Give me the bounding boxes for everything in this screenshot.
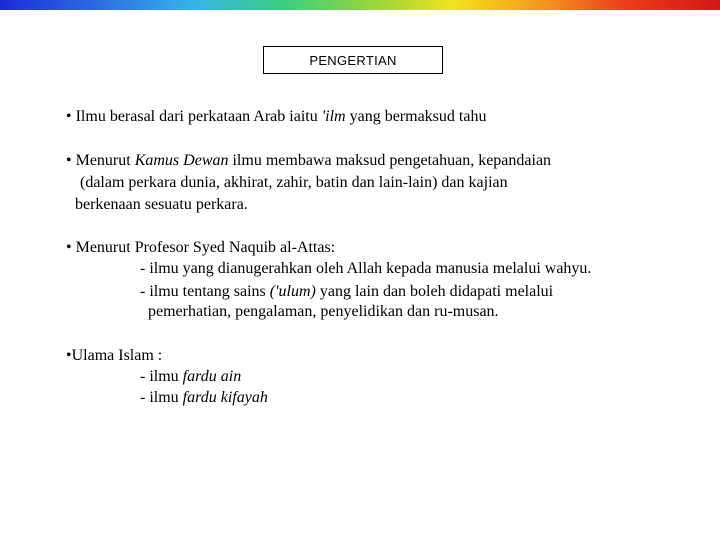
arabic-term: 'ilm: [321, 108, 346, 125]
ulama-item-pre: - ilmu: [140, 389, 183, 406]
top-gradient-bar: [0, 0, 720, 10]
ulum-term: ('ulum): [269, 283, 316, 300]
kamus-dewan-line-3: berkenaan sesuatu perkara.: [75, 196, 248, 213]
naquib-heading: • Menurut Profesor Syed Naquib al-Attas:: [66, 239, 336, 256]
fardu-ain-term: fardu ain: [182, 368, 242, 385]
fardu-kifayah-term: fardu kifayah: [182, 389, 268, 406]
definition-text-post: yang bermaksud tahu: [345, 108, 487, 125]
kamus-text-pre: • Menurut: [66, 152, 135, 169]
ulama-heading: •Ulama Islam :: [66, 347, 163, 364]
naquib-item-sciences: [140, 282, 553, 302]
naquib-item-revelation: - ilmu yang dianugerahkan oleh Allah kepada manusia melalui wahyu.: [140, 260, 592, 277]
ulama-item-fardu-kifayah: [140, 388, 268, 408]
ulama-item-pre: - ilmu: [140, 368, 183, 385]
kamus-dewan-definition: [66, 151, 551, 171]
definition-text-pre: • Ilmu berasal dari perkataan Arab iaitu: [66, 108, 322, 125]
kamus-text-post: ilmu membawa maksud pengetahuan, kepandaian: [228, 152, 552, 169]
kamus-dewan-line-2: (dalam perkara dunia, akhirat, zahir, batin dan lain-lain) dan kajian: [80, 174, 508, 191]
kamus-source: Kamus Dewan: [134, 152, 229, 169]
naquib-item-sciences-pre: - ilmu tentang sains: [140, 283, 270, 300]
page-title: PENGERTIAN: [309, 52, 397, 68]
definition-arabic-origin: [66, 107, 486, 127]
naquib-item-sciences-line-2: pemerhatian, pengalaman, penyelidikan dan ru-musan.: [148, 303, 499, 320]
page-title-box: [263, 46, 443, 74]
ulama-item-fardu-ain: [140, 367, 241, 387]
naquib-item-sciences-post: yang lain dan boleh didapati melalui: [315, 283, 554, 300]
